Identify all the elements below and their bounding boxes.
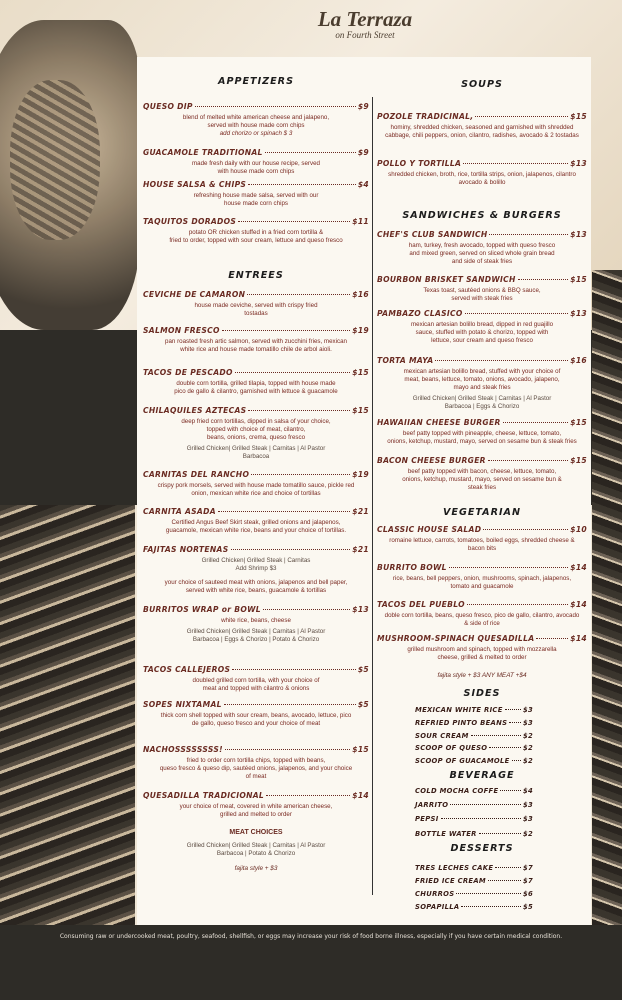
beverage-item-price: $3: [522, 801, 533, 810]
menu-item-description: blend of melted white american cheese and jalapeno, served with house made corn chips: [182, 114, 330, 129]
menu-item: [143, 148, 369, 176]
sides-item-price: $3: [522, 718, 533, 727]
column-divider: [372, 97, 373, 895]
entrees-heading: ENTREES: [228, 270, 284, 281]
menu-item-name-row: [377, 600, 587, 609]
sandwiches-heading: SANDWICHES & BURGERS: [402, 210, 562, 221]
menu-item: [143, 102, 369, 138]
menu-item-price: $9: [357, 148, 369, 157]
menu-item-name: CEVICHE DE CAMARON: [143, 290, 246, 299]
menu-item-options: Grilled Chicken| Grilled Steak | Carnitas | Al Pastor Barbacoa | Eggs & Chorizo: [412, 395, 552, 410]
menu-item: [143, 217, 369, 245]
menu-item: [143, 470, 369, 498]
menu-item-name: NACHOSSSSSSSS!: [143, 745, 223, 754]
menu-item-name-row: [377, 456, 587, 465]
menu-item-name: TORTA MAYA: [377, 356, 434, 365]
dot-leader: [489, 234, 568, 235]
menu-item-price: $13: [570, 309, 587, 318]
menu-item-name: PAMBAZO CLASICO: [377, 309, 463, 318]
dot-leader: [449, 567, 568, 568]
menu-item-description: pan roasted fresh artic salmon, served with zucchini fries, mexican white rice and house made tomatillo chile de arbol aioli.: [165, 338, 347, 353]
menu-item: [143, 700, 369, 728]
menu-item-name-row: [143, 545, 369, 554]
sides-item-row: [415, 719, 533, 727]
menu-item-description: made fresh daily with our house recipe, served with house made corn chips: [192, 160, 320, 175]
desserts-item: [415, 864, 533, 872]
sides-item-name: SCOOP OF QUESO: [415, 744, 488, 753]
meat-choices-options: Grilled Chicken| Grilled Steak | Carnitas | Al Pastor Barbacoa | Potato & Chorizo: [186, 842, 326, 857]
sides-item-row: [415, 706, 533, 714]
menu-item-description: mexican artesian bolillo bread, stuffed with your choice of meat, beans, lettuce, tomato, onions, avocado, jalapeno, mayo and steak fries: [403, 368, 561, 391]
menu-item-name-row: [143, 180, 369, 189]
menu-item-name-row: [377, 634, 587, 643]
dot-leader: [495, 867, 521, 868]
dot-leader: [222, 330, 350, 331]
menu-item-price: $15: [352, 406, 369, 415]
menu-item: [377, 634, 587, 662]
beverage-item: [415, 787, 533, 795]
menu-item-price: $15: [570, 418, 587, 427]
aztec-calendar-image: [0, 20, 140, 330]
beverage-item-name: COLD MOCHA COFFE: [415, 787, 499, 795]
dot-leader: [512, 760, 521, 761]
menu-item-name: POZOLE TRADICINAL,: [377, 112, 474, 121]
menu-item-name-row: [377, 525, 587, 534]
desserts-item: [415, 890, 533, 898]
menu-item-name-row: [143, 148, 369, 157]
dot-leader: [483, 529, 568, 530]
menu-item: [143, 507, 369, 535]
menu-item: [377, 112, 587, 140]
menu-item: [377, 563, 587, 591]
beverage-item: [415, 815, 533, 823]
desserts-item-name: CHURROS: [415, 890, 455, 898]
menu-item-name: GUACAMOLE TRADITIONAL: [143, 148, 263, 157]
menu-item-options: Grilled Chicken| Grilled Steak | Carnitas Add Shrimp $3: [201, 557, 311, 572]
menu-item-name: TACOS DEL PUEBLO: [377, 600, 465, 609]
menu-item-name: CHILAQUILES AZTECAS: [143, 406, 247, 415]
menu-item: [377, 418, 587, 446]
menu-item-name-row: [377, 563, 587, 572]
menu-item-name-row: [143, 700, 369, 709]
menu-item: [377, 309, 587, 345]
dot-leader: [479, 833, 521, 834]
menu-item-name: SALMON FRESCO: [143, 326, 220, 335]
vegetarian-note: fajita style + $3 ANY MEAT +$4: [437, 672, 527, 679]
menu-item-name: BOURBON BRISKET SANDWICH: [377, 275, 516, 284]
menu-item-price: $21: [352, 507, 369, 516]
menu-item-name: QUESO DIP: [143, 102, 193, 111]
menu-item-price: $13: [352, 605, 369, 614]
menu-item-name: TACOS CALLEJEROS: [143, 665, 231, 674]
sides-item: [415, 744, 533, 752]
menu-item: [377, 600, 587, 628]
desserts-item-price: $6: [522, 890, 533, 898]
menu-item-name-row: [143, 368, 369, 377]
menu-item-name-row: [143, 745, 369, 754]
brand-header: [300, 8, 430, 40]
dot-leader: [461, 906, 521, 907]
beverage-heading: BEVERAGE: [449, 770, 515, 781]
appetizers-heading: APPETIZERS: [218, 76, 294, 87]
dot-leader: [225, 749, 350, 750]
menu-item-name-row: [377, 230, 587, 239]
sides-item: [415, 719, 533, 727]
menu-item-name: CHEF'S CLUB SANDWICH: [377, 230, 488, 239]
menu-item-name-row: [377, 309, 587, 318]
menu-item-price: $14: [570, 600, 587, 609]
meat-choices-heading: MEAT CHOICES: [229, 829, 283, 836]
menu-item-description: beef patty topped with pineapple, cheese, lettuce, tomato, onions, ketchup, mustard, mayo, served on sesame bun & steak fries: [387, 430, 577, 445]
menu-item: [143, 605, 369, 644]
beverage-item-name: PEPSI: [415, 815, 439, 824]
menu-item-price: $10: [570, 525, 587, 534]
menu-item-name: MUSHROOM-SPINACH QUESADILLA: [377, 634, 535, 643]
sides-heading: SIDES: [463, 688, 501, 699]
menu-item-name: TACOS DE PESCADO: [143, 368, 233, 377]
menu-item-price: $15: [570, 275, 587, 284]
dot-leader: [488, 460, 568, 461]
menu-item-name: CARNITAS DEL RANCHO: [143, 470, 250, 479]
dot-leader: [505, 709, 521, 710]
menu-item-name-row: [377, 356, 587, 365]
menu-item: [377, 159, 587, 187]
desserts-item-name: TRES LECHES CAKE: [415, 864, 494, 872]
desserts-item-price: $7: [522, 864, 533, 872]
menu-item-note: add chorizo or spinach $ 3: [219, 130, 293, 137]
menu-item-name-row: [143, 406, 369, 415]
beverage-item: [415, 801, 533, 809]
beverage-item-price: $2: [522, 829, 533, 838]
menu-item-price: $15: [570, 456, 587, 465]
sides-item: [415, 757, 533, 765]
sides-item: [415, 732, 533, 740]
dot-leader: [266, 795, 350, 796]
menu-item-description: double corn tortilla, grilled tilapia, topped with house made pico de gallo & cilantro, garnished with lettuce & guacamole: [174, 380, 338, 395]
beverage-item: [415, 830, 533, 838]
sides-item-name: MEXICAN WHITE RICE: [415, 706, 503, 714]
menu-item-price: $13: [570, 159, 587, 168]
sides-item-name: SCOOP OF GUACAMOLE: [415, 757, 510, 766]
menu-item-price: $9: [357, 102, 369, 111]
dot-leader: [248, 410, 350, 411]
dot-leader: [235, 372, 350, 373]
menu-item-description: ham, turkey, fresh avocado, topped with queso fresco and mixed green, served on sliced whole grain bread and side of steak fries: [408, 242, 556, 265]
dot-leader: [450, 804, 521, 805]
menu-item: [377, 356, 587, 411]
dot-leader: [263, 609, 350, 610]
menu-item: [377, 456, 587, 492]
menu-item-price: $5: [357, 665, 369, 674]
menu-item-name: QUESADILLA TRADICIONAL: [143, 791, 265, 800]
menu-item-name-row: [143, 102, 369, 111]
menu-item-name: CLASSIC HOUSE SALAD: [377, 525, 482, 534]
menu-item: [143, 180, 369, 208]
desserts-item: [415, 903, 533, 911]
menu-item-price: $11: [352, 217, 369, 226]
menu-item-name-row: [377, 112, 587, 121]
menu-item-price: $13: [570, 230, 587, 239]
dot-leader: [489, 747, 521, 748]
menu-item-description: your choice of meat, covered in white american cheese, grilled and melted to order: [179, 803, 333, 818]
brand-tagline: on Fourth Street: [335, 30, 395, 40]
menu-item-description: mexican artesian bolillo bread, dipped in red guajillo sauce, stuffed with potato & chorizo, topped with lettuce, sour cream and queso fresco: [410, 321, 554, 344]
menu-item-description: Texas toast, sautéed onions & BBQ sauce, served with steak fries: [423, 287, 541, 302]
sides-item-row: [415, 744, 533, 752]
dot-leader: [456, 893, 521, 894]
menu-item-name-row: [143, 605, 369, 614]
dot-leader: [238, 221, 350, 222]
menu-item-price: $4: [357, 180, 369, 189]
desserts-item-name: SOPAPILLA: [415, 903, 460, 911]
menu-item-price: $16: [570, 356, 587, 365]
desserts-item-price: $5: [522, 903, 533, 911]
dot-leader: [503, 422, 569, 423]
menu-item-description: deep fried corn tortillas, dipped in salsa of your choice, topped with choice of meat, cilantro, beans, onions, crema, queso fresco: [181, 418, 331, 441]
menu-item-description: beef patty topped with bacon, cheese, lettuce, tomato, onions, ketchup, mustard, mayo, served on sesame bun & steak fries: [402, 468, 562, 491]
beverage-item-row: [415, 830, 533, 838]
menu-item-price: $15: [352, 745, 369, 754]
menu-item-description: Certified Angus Beef Skirt steak, grilled onions and jalapenos, guacamole, mexican white rice, beans and your choice of tortillas.: [165, 519, 347, 534]
menu-item-price: $14: [570, 563, 587, 572]
dot-leader: [509, 722, 521, 723]
beverage-item-name: BOTTLE WATER: [415, 829, 477, 838]
dot-leader: [518, 279, 569, 280]
menu-item: [143, 368, 369, 396]
dot-leader: [195, 106, 356, 107]
beverage-item-price: $3: [522, 815, 533, 824]
beverage-item-row: [415, 815, 533, 823]
menu-item: [143, 791, 369, 819]
dot-leader: [232, 669, 356, 670]
menu-item-name-row: [143, 791, 369, 800]
menu-item: [377, 275, 587, 303]
dot-leader: [224, 704, 356, 705]
dot-leader: [465, 313, 569, 314]
sides-item-price: $2: [522, 757, 533, 766]
menu-item-description: your choice of sauteed meat with onions, jalapenos and bell paper, served with white rice, beans, guacamole & tortillas: [164, 579, 348, 594]
menu-item-name-row: [143, 665, 369, 674]
menu-item: [143, 545, 369, 595]
menu-item-price: $5: [357, 700, 369, 709]
menu-item: [377, 525, 587, 553]
sides-item-row: [415, 757, 533, 765]
menu-item-name: BACON CHEESE BURGER: [377, 456, 486, 465]
menu-item-price: $16: [352, 290, 369, 299]
menu-item: [143, 290, 369, 318]
menu-item-description: thick corn shell topped with sour cream, beans, avocado, lettuce, pico de gallo, queso fresco and your choice of meat: [160, 712, 352, 727]
dot-leader: [467, 604, 568, 605]
dot-leader: [488, 880, 521, 881]
menu-item-description: grilled mushroom and spinach, topped with mozzarella cheese, grilled & melted to order: [407, 646, 557, 661]
menu-item-description: refreshing house made salsa, served with our house made corn chips: [193, 192, 319, 207]
dot-leader: [471, 735, 521, 736]
soups-heading: SOUPS: [461, 79, 503, 90]
menu-item-name-row: [143, 290, 369, 299]
menu-item-name: POLLO Y TORTILLA: [377, 159, 462, 168]
dot-leader: [248, 184, 356, 185]
menu-item-description: crispy pork morsels, served with house made tomatillo sauce, pickle red onion, mexican white rice and choice of tortillas: [157, 482, 355, 497]
menu-item-name: HOUSE SALSA & CHIPS: [143, 180, 247, 189]
menu-item-name-row: [143, 326, 369, 335]
desserts-item: [415, 877, 533, 885]
menu-item-name: BURRITO BOWL: [377, 563, 447, 572]
desserts-heading: DESSERTS: [450, 843, 514, 854]
ruins-right-edge-image: [592, 270, 622, 925]
menu-item: [377, 230, 587, 266]
menu-item-description: fried to order corn tortilla chips, topped with beans, queso fresco & queso dip, sautéed onions, jalapenos, and your choice of meat: [159, 757, 353, 780]
menu-item-price: $21: [352, 545, 369, 554]
menu-item-name: TAQUITOS DORADOS: [143, 217, 237, 226]
menu-item-name-row: [377, 275, 587, 284]
menu-item: [143, 406, 369, 461]
sides-item-name: SOUR CREAM: [415, 731, 469, 740]
menu-item-price: $19: [352, 470, 369, 479]
menu-item-name: SOPES NIXTAMAL: [143, 700, 222, 709]
menu-item-name: BURRITOS WRAP or BOWL: [143, 605, 261, 614]
sides-item-row: [415, 732, 533, 740]
menu-item: [143, 665, 369, 693]
sides-item-name: REFRIED PINTO BEANS: [415, 718, 508, 727]
dot-leader: [463, 163, 568, 164]
menu-item-name: HAWAIIAN CHEESE BURGER: [377, 418, 501, 427]
dot-leader: [231, 549, 351, 550]
menu-item-description: romaine lettuce, carrots, tomatoes, boiled eggs, shredded cheese & bacon bits: [389, 537, 575, 552]
menu-item-description: shredded chicken, broth, rice, tortilla strips, onion, jalapenos, cilantro avocado & bolillo: [388, 171, 576, 186]
menu-item-price: $15: [570, 112, 587, 121]
beverage-item-row: [415, 787, 533, 795]
dot-leader: [475, 116, 568, 117]
menu-item-description: doble corn tortilla, beans, queso fresco, pico de gallo, cilantro, avocado & side of rice: [384, 612, 580, 627]
menu-item-description: house made ceviche, served with crispy fried tostadas: [194, 302, 318, 317]
menu-item-name-row: [377, 418, 587, 427]
menu-item-price: $14: [352, 791, 369, 800]
sides-item-price: $3: [522, 706, 533, 714]
dot-leader: [441, 818, 521, 819]
menu-item-name-row: [143, 507, 369, 516]
beverage-item-price: $4: [522, 787, 533, 795]
dot-leader: [251, 474, 350, 475]
sides-item-price: $2: [522, 744, 533, 753]
menu-item-options: Grilled Chicken| Grilled Steak | Carnitas | Al Pastor Barbacoa: [186, 445, 326, 460]
desserts-item-name: FRIED ICE CREAM: [415, 877, 486, 885]
dot-leader: [265, 152, 356, 153]
pyramid-ruins-image: [0, 505, 135, 925]
menu-item-options: Grilled Chicken| Grilled Steak | Carnitas | Al Pastor Barbacoa | Eggs & Chorizo | Potato & Chorizo: [186, 628, 326, 643]
menu-item-description: rice, beans, bell peppers, onion, mushrooms, spinach, jalapenos, tomato and guacamole: [392, 575, 572, 590]
menu-item-name-row: [377, 159, 587, 168]
desserts-item-row: [415, 877, 533, 885]
menu-item-description: hominy, shredded chicken, seasoned and garnished with shredded cabbage, chili peppers, onion, cilantro, radishes, avocado & 2 tostadas: [385, 124, 579, 139]
beverage-item-name: JARRITO: [415, 801, 449, 810]
desserts-item-row: [415, 903, 533, 911]
beverage-item-row: [415, 801, 533, 809]
sides-item-price: $2: [522, 731, 533, 740]
dot-leader: [247, 294, 350, 295]
menu-item-name: FAJITAS NORTENAS: [143, 545, 229, 554]
dot-leader: [536, 638, 568, 639]
menu-item-description: doubled grilled corn tortilla, with your choice of meat and topped with cilantro & onions: [192, 677, 320, 692]
menu-item-description: white rice, beans, cheese: [221, 617, 291, 624]
menu-item-name-row: [143, 470, 369, 479]
menu-item-price: $15: [352, 368, 369, 377]
menu-item-price: $14: [570, 634, 587, 643]
desserts-item-row: [415, 890, 533, 898]
menu-item-name-row: [143, 217, 369, 226]
dot-leader: [435, 360, 568, 361]
dot-leader: [218, 511, 350, 512]
menu-item-price: $19: [352, 326, 369, 335]
desserts-item-row: [415, 864, 533, 872]
menu-item: [143, 745, 369, 781]
fajita-style-note: fajita style + $3: [234, 865, 278, 872]
menu-item-name: CARNITA ASADA: [143, 507, 216, 516]
desserts-item-price: $7: [522, 877, 533, 885]
vegetarian-heading: VEGETARIAN: [442, 507, 522, 518]
brand-name: La Terraza: [317, 7, 413, 31]
sides-item: [415, 706, 533, 714]
menu-item: [143, 326, 369, 354]
dot-leader: [500, 790, 520, 791]
menu-item-description: potato OR chicken stuffed in a fried corn tortilla & fried to order, topped with sour cream, lettuce and queso fresco: [169, 229, 343, 244]
health-warning: Consuming raw or undercooked meat, poultry, seafood, shellfish, or eggs may increase your risk of food borne illness, especially if you have certain medical condition.: [59, 933, 563, 940]
